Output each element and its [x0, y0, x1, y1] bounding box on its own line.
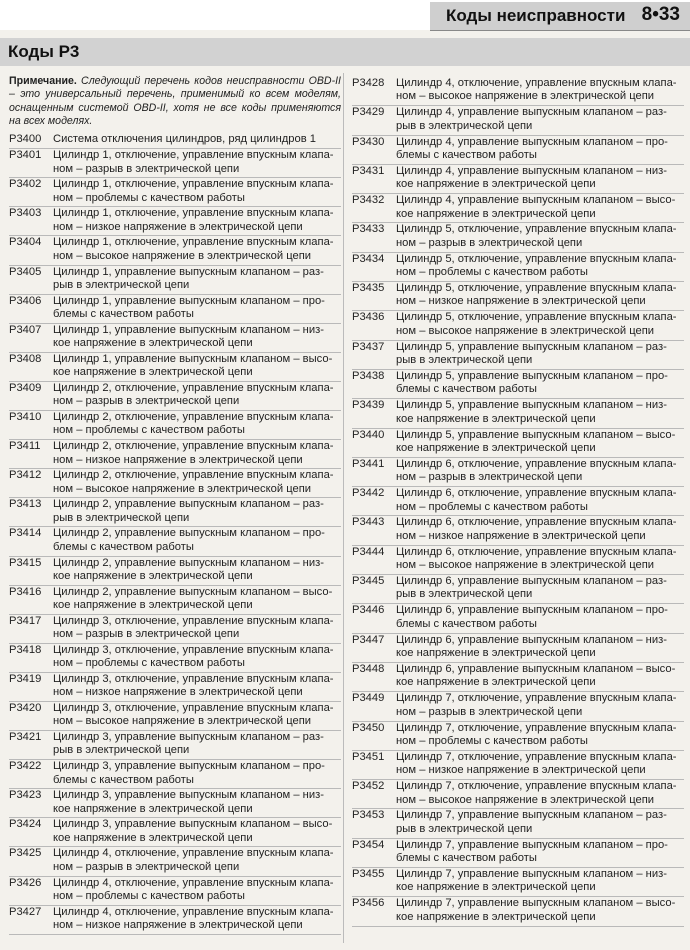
code-description [396, 399, 684, 426]
code-id: P3436 [352, 311, 385, 324]
code-id: P3407 [9, 323, 42, 336]
description-line-1: Цилиндр 5, отключение, управление впускным клапа- [396, 311, 677, 324]
code-row [9, 178, 341, 207]
code-description [53, 207, 341, 234]
code-row [352, 634, 684, 663]
description-line-1: Цилиндр 4, управление выпускным клапаном – низ- [396, 164, 667, 177]
code-row [352, 77, 684, 106]
code-id: P3428 [352, 77, 385, 89]
code-id: P3449 [352, 692, 385, 705]
code-row [352, 399, 684, 428]
code-row [352, 604, 684, 633]
code-id: P3456 [352, 897, 385, 910]
description-line-1: Цилиндр 1, управление выпускным клапаном – высо- [53, 352, 333, 365]
code-id: P3447 [352, 633, 385, 646]
code-id: P3402 [9, 178, 42, 191]
code-description [53, 149, 341, 176]
code-row [9, 236, 341, 265]
description-line-1: Цилиндр 1, управление выпускным клапаном – низ- [53, 323, 324, 336]
code-id: P3406 [9, 294, 42, 307]
code-row [352, 575, 684, 604]
code-id: P3438 [352, 369, 385, 382]
code-description [396, 780, 684, 807]
description-line-2: ном – низкое напряжение в электрической цепи [396, 764, 646, 777]
description-line-2: блемы с качеством работы [396, 383, 537, 396]
description-line-1: Цилиндр 2, управление выпускным клапаном – раз- [53, 498, 324, 511]
code-row [9, 906, 341, 935]
description-line-2: ном – разрыв в электрической цепи [53, 628, 240, 641]
description-line-2: рыв в электрической цепи [396, 119, 533, 132]
code-id: P3442 [352, 487, 385, 500]
code-description [53, 266, 341, 293]
code-id: P3415 [9, 556, 42, 569]
code-id: P3412 [9, 469, 42, 482]
code-id: P3452 [352, 780, 385, 793]
code-description [53, 557, 341, 584]
code-description [396, 839, 684, 866]
code-id: P3422 [9, 760, 42, 773]
code-id: P3417 [9, 614, 42, 627]
right-column [352, 77, 684, 927]
description-line-2: ном – высокое напряжение в электрической цепи [53, 715, 312, 728]
code-row [9, 877, 341, 906]
code-id: P3421 [9, 731, 42, 744]
description-line-2: блемы с качеством работы [53, 773, 194, 786]
description-line-2: ном – низкое напряжение в электрической цепи [53, 686, 303, 699]
description-line-1: Цилиндр 2, управление выпускным клапаном – про- [53, 527, 325, 540]
code-id: P3408 [9, 352, 42, 365]
code-description [396, 311, 684, 338]
code-id: P3419 [9, 672, 42, 685]
code-description [396, 897, 684, 924]
code-row [352, 429, 684, 458]
code-id: P3403 [9, 207, 42, 220]
code-row [9, 411, 341, 440]
description-line-2: ном – высокое напряжение в электрической цепи [396, 90, 655, 103]
description-line-2: ном – проблемы с качеством работы [53, 424, 245, 437]
description-line-1: Цилиндр 6, управление выпускным клапаном – раз- [396, 575, 667, 588]
page-number: 8•33 [641, 4, 680, 25]
description-line-1: Цилиндр 2, отключение, управление впускным клапа- [53, 469, 334, 482]
code-row [9, 586, 341, 615]
code-description [53, 178, 341, 205]
description-line-2: ном – низкое напряжение в электрической цепи [396, 295, 646, 308]
code-id: P3405 [9, 265, 42, 278]
code-row [9, 557, 341, 586]
code-row [352, 692, 684, 721]
code-description [396, 868, 684, 895]
header-title: Коды неисправности [446, 6, 626, 25]
code-list-left [9, 133, 341, 935]
description-line-2: ном – низкое напряжение в электрической цепи [53, 220, 303, 233]
code-row [9, 702, 341, 731]
description-line-2: ном – высокое напряжение в электрической цепи [396, 793, 655, 806]
code-id: P3420 [9, 701, 42, 714]
description-line-2: рыв в электрической цепи [396, 588, 533, 601]
code-row [9, 295, 341, 324]
code-row [9, 353, 341, 382]
description-line-2: ном – разрыв в электрической цепи [396, 705, 583, 718]
code-description [53, 353, 341, 380]
code-row [9, 382, 341, 411]
code-id: P3446 [352, 604, 385, 617]
code-row [352, 868, 684, 897]
description-line-1: Цилиндр 5, отключение, управление впускным клапа- [396, 252, 677, 265]
code-id: P3400 [9, 133, 42, 146]
code-id: P3434 [352, 252, 385, 265]
code-id: P3433 [352, 223, 385, 236]
code-row [352, 136, 684, 165]
code-description [53, 295, 341, 322]
description-line-2: кое напряжение в электрической цепи [396, 647, 596, 660]
code-id: P3455 [352, 868, 385, 881]
code-row [9, 149, 341, 178]
code-description [53, 236, 341, 263]
code-description [53, 877, 341, 904]
code-id: P3427 [9, 905, 42, 918]
description-line-2: ном – низкое напряжение в электрической цепи [53, 453, 303, 466]
description-line-1: Цилиндр 4, отключение, управление впускным клапа- [53, 905, 334, 918]
description-line-2: кое напряжение в электрической цепи [396, 676, 596, 689]
description-line-1: Цилиндр 5, управление выпускным клапаном – низ- [396, 399, 667, 412]
code-row [352, 897, 684, 926]
description-line-1: Цилиндр 4, отключение, управление впускным клапа- [53, 876, 334, 889]
code-id: P3432 [352, 194, 385, 207]
description-line-2: блемы с качеством работы [396, 852, 537, 865]
code-description [53, 731, 341, 758]
code-description [396, 546, 684, 573]
description-line-1: Цилиндр 4, управление выпускным клапаном – раз- [396, 106, 667, 119]
description-line-2: ном – разрыв в электрической цепи [396, 471, 583, 484]
code-row [9, 673, 341, 702]
code-id: P3445 [352, 575, 385, 588]
description-line-1: Цилиндр 7, отключение, управление впускным клапа- [396, 692, 677, 705]
code-row [352, 223, 684, 252]
code-id: P3454 [352, 838, 385, 851]
description-line-1: Цилиндр 1, отключение, управление впускным клапа- [53, 178, 334, 191]
description-line-2: блемы с качеством работы [396, 149, 537, 161]
description-line-1: Цилиндр 7, управление выпускным клапаном – высо- [396, 897, 676, 910]
code-id: P3423 [9, 789, 42, 802]
description-line-2: кое напряжение в электрической цепи [53, 366, 253, 379]
description-line-1: Цилиндр 3, отключение, управление впускным клапа- [53, 614, 334, 627]
description-line-2: кое напряжение в электрической цепи [396, 207, 596, 220]
code-id: P3416 [9, 585, 42, 598]
code-id: P3425 [9, 847, 42, 860]
code-row [352, 253, 684, 282]
code-row [9, 847, 341, 876]
note-label: Примечание. [9, 75, 77, 87]
description-line-2: рыв в электрической цепи [53, 278, 190, 291]
description-line-2: кое напряжение в электрической цепи [53, 831, 253, 844]
description-line-1: Цилиндр 4, управление выпускным клапаном – про- [396, 135, 668, 148]
section-title: Коды Р3 [8, 42, 80, 61]
code-id: P3424 [9, 818, 42, 831]
code-row [352, 311, 684, 340]
code-description [53, 133, 341, 146]
code-id: P3437 [352, 340, 385, 353]
code-id: P3443 [352, 516, 385, 529]
code-description [396, 282, 684, 309]
code-description [53, 818, 341, 845]
code-row [9, 615, 341, 644]
description-line-1: Цилиндр 2, отключение, управление впускным клапа- [53, 411, 334, 424]
code-description [396, 136, 684, 163]
code-row [352, 282, 684, 311]
description-line-1: Цилиндр 1, отключение, управление впускным клапа- [53, 207, 334, 220]
description-line-1: Цилиндр 7, отключение, управление впускным клапа- [396, 750, 677, 763]
description-line-1: Цилиндр 2, отключение, управление впускным клапа- [53, 381, 334, 394]
description-line-2: блемы с качеством работы [53, 540, 194, 553]
code-description [396, 575, 684, 602]
code-id: P3409 [9, 381, 42, 394]
code-row [9, 789, 341, 818]
code-description [396, 253, 684, 280]
description-line-2: ном – низкое напряжение в электрической цепи [53, 919, 303, 932]
description-line-2: рыв в электрической цепи [396, 354, 533, 367]
code-row [352, 165, 684, 194]
description-line-1: Цилиндр 6, отключение, управление впускным клапа- [396, 516, 677, 529]
code-row [9, 207, 341, 236]
code-row [9, 440, 341, 469]
code-description [53, 324, 341, 351]
code-id: P3414 [9, 527, 42, 540]
description-line-2: ном – высокое напряжение в электрической цепи [53, 482, 312, 495]
description-line-1: Цилиндр 7, управление выпускным клапаном – про- [396, 838, 668, 851]
code-id: P3429 [352, 106, 385, 119]
description-line-1: Цилиндр 6, отключение, управление впускным клапа- [396, 545, 677, 558]
description-line-2: блемы с качеством работы [53, 308, 194, 321]
code-row [352, 106, 684, 135]
code-list-right [352, 77, 684, 927]
section-header [0, 38, 690, 66]
description-line-1: Цилиндр 1, отключение, управление впускным клапа- [53, 236, 334, 249]
description-line-2: ном – проблемы с качеством работы [396, 266, 588, 279]
code-row [352, 546, 684, 575]
description-line-1: Цилиндр 1, отключение, управление впускным клапа- [53, 149, 334, 162]
description-line-2: ном – проблемы с качеством работы [396, 500, 588, 513]
description-line-2: ном – высокое напряжение в электрической цепи [53, 249, 312, 262]
description-line-1: Цилиндр 6, управление выпускным клапаном – низ- [396, 633, 667, 646]
code-description [396, 429, 684, 456]
code-description [396, 106, 684, 133]
description-line-2: рыв в электрической цепи [396, 822, 533, 835]
code-id: P3444 [352, 545, 385, 558]
description-line-1: Цилиндр 5, управление выпускным клапаном – высо- [396, 428, 676, 441]
code-description [396, 458, 684, 485]
code-description [396, 722, 684, 749]
code-id: P3441 [352, 457, 385, 470]
column-divider [343, 73, 344, 943]
code-id: P3431 [352, 164, 385, 177]
note-paragraph [9, 75, 341, 128]
code-id: P3439 [352, 399, 385, 412]
page-header [430, 2, 690, 31]
description-line-1: Цилиндр 7, отключение, управление впускным клапа- [396, 721, 677, 734]
description-line-1: Цилиндр 3, управление выпускным клапаном – низ- [53, 789, 324, 802]
code-id: P3448 [352, 662, 385, 675]
description-line-2: ном – высокое напряжение в электрической цепи [396, 559, 655, 572]
code-description [396, 77, 684, 104]
description-line-1: Цилиндр 3, управление выпускным клапаном – высо- [53, 818, 333, 831]
description-line-1: Цилиндр 6, управление выпускным клапаном – высо- [396, 662, 676, 675]
code-description [53, 702, 341, 729]
description-line-2: кое напряжение в электрической цепи [396, 910, 596, 923]
code-id: P3404 [9, 236, 42, 249]
code-description [396, 604, 684, 631]
description-line-1: Цилиндр 1, управление выпускным клапаном – раз- [53, 265, 324, 278]
description-line-2: кое напряжение в электрической цепи [396, 412, 596, 425]
description-line-2: кое напряжение в электрической цепи [396, 178, 596, 191]
code-row [9, 133, 341, 149]
description-line-1: Цилиндр 5, отключение, управление впускным клапа- [396, 282, 677, 295]
code-description [53, 847, 341, 874]
description-line-1: Цилиндр 4, отключение, управление впускным клапа- [396, 77, 677, 89]
description-line-1: Цилиндр 4, управление выпускным клапаном – высо- [396, 194, 676, 207]
code-row [9, 818, 341, 847]
description-line-2: блемы с качеством работы [396, 617, 537, 630]
code-description [53, 469, 341, 496]
code-description [53, 644, 341, 671]
description-line-2: кое напряжение в электрической цепи [396, 881, 596, 894]
code-row [9, 324, 341, 353]
code-row [352, 194, 684, 223]
left-column [9, 75, 341, 935]
code-description [396, 634, 684, 661]
description-line-1: Цилиндр 4, отключение, управление впускным клапа- [53, 847, 334, 860]
description-line-1: Цилиндр 7, управление выпускным клапаном – низ- [396, 868, 667, 881]
code-description [396, 692, 684, 719]
code-id: P3451 [352, 750, 385, 763]
code-row [352, 458, 684, 487]
code-description [53, 498, 341, 525]
code-description [53, 673, 341, 700]
description-line-2: ном – высокое напряжение в электрической цепи [396, 324, 655, 337]
code-description [396, 194, 684, 221]
code-row [352, 516, 684, 545]
code-row [9, 760, 341, 789]
description-line-2: ном – проблемы с качеством работы [396, 734, 588, 747]
description-line-2: рыв в электрической цепи [53, 511, 190, 524]
code-id: P3413 [9, 498, 42, 511]
code-id: P3410 [9, 411, 42, 424]
description-line-2: ном – проблемы с качеством работы [53, 191, 245, 204]
code-row [352, 370, 684, 399]
description-line-2: кое напряжение в электрической цепи [53, 802, 253, 815]
code-id: P3453 [352, 809, 385, 822]
code-row [352, 722, 684, 751]
code-description [396, 809, 684, 836]
code-description [53, 440, 341, 467]
code-id: P3430 [352, 135, 385, 148]
description-line-1: Цилиндр 3, отключение, управление впускным клапа- [53, 672, 334, 685]
description-line-2: ном – разрыв в электрической цепи [53, 395, 240, 408]
code-description [53, 411, 341, 438]
code-description [396, 223, 684, 250]
code-id: P3418 [9, 643, 42, 656]
code-row [352, 751, 684, 780]
description-line-2: ном – разрыв в электрической цепи [53, 162, 240, 175]
description-line-1: Цилиндр 6, отключение, управление впускным клапа- [396, 487, 677, 500]
description-line-2: кое напряжение в электрической цепи [53, 337, 253, 350]
description-line-2: ном – низкое напряжение в электрической цепи [396, 529, 646, 542]
code-description [53, 586, 341, 613]
code-row [9, 498, 341, 527]
description-line-1: Цилиндр 2, управление выпускным клапаном – высо- [53, 585, 333, 598]
description-line-2: кое напряжение в электрической цепи [53, 599, 253, 611]
code-description [396, 165, 684, 192]
code-id: P3440 [352, 428, 385, 441]
description-line-1: Цилиндр 1, управление выпускным клапаном – про- [53, 294, 325, 307]
code-id: P3401 [9, 149, 42, 162]
description-line-1: Цилиндр 7, управление выпускным клапаном – раз- [396, 809, 667, 822]
description-line-2: ном – разрыв в электрической цепи [53, 860, 240, 873]
code-row [9, 527, 341, 556]
code-description [396, 663, 684, 690]
code-row [9, 266, 341, 295]
code-row [352, 780, 684, 809]
description-line-2: ном – проблемы с качеством работы [53, 657, 245, 670]
description-line-1: Цилиндр 6, отключение, управление впускным клапа- [396, 457, 677, 470]
code-row [9, 731, 341, 760]
code-description [53, 906, 341, 933]
description-line-2: кое напряжение в электрической цепи [53, 569, 253, 582]
code-description [53, 760, 341, 787]
code-row [352, 663, 684, 692]
description-line-1: Цилиндр 5, управление выпускным клапаном – про- [396, 369, 668, 382]
description-line-1: Цилиндр 3, отключение, управление впускным клапа- [53, 643, 334, 656]
description-line-1: Цилиндр 2, управление выпускным клапаном – низ- [53, 556, 324, 569]
code-row [9, 644, 341, 673]
description-line-2: ном – разрыв в электрической цепи [396, 236, 583, 249]
code-description [53, 382, 341, 409]
code-description [53, 527, 341, 554]
description-line-2: кое напряжение в электрической цепи [396, 441, 596, 454]
description-line-1: Цилиндр 3, управление выпускным клапаном – про- [53, 760, 325, 773]
description-line-1: Цилиндр 7, отключение, управление впускным клапа- [396, 780, 677, 793]
description-line-1: Цилиндр 6, управление выпускным клапаном – про- [396, 604, 668, 617]
code-description [396, 751, 684, 778]
code-description [53, 789, 341, 816]
description-line-1: Цилиндр 3, управление выпускным клапаном – раз- [53, 731, 324, 744]
code-description [396, 487, 684, 514]
description-line-1: Цилиндр 5, управление выпускным клапаном – раз- [396, 340, 667, 353]
code-description [396, 516, 684, 543]
code-description [396, 341, 684, 368]
description-line-1: Цилиндр 3, отключение, управление впускным клапа- [53, 701, 334, 714]
note-text: Следующий перечень кодов неисправности OBD-II – это универсальный перечень, применимый ко всем моделям, оснащенным системой OBD-II, хотя не все коды применяются на всех моделях. [9, 75, 341, 127]
description-line-1: Цилиндр 2, отключение, управление впускным клапа- [53, 440, 334, 453]
code-id: P3411 [9, 440, 41, 453]
code-id: P3450 [352, 721, 385, 734]
code-row [352, 839, 684, 868]
code-id: P3426 [9, 876, 42, 889]
description-line-1: Цилиндр 5, отключение, управление впускным клапа- [396, 223, 677, 236]
description-line-1: Система отключения цилиндров, ряд цилиндров 1 [53, 133, 316, 146]
code-row [352, 341, 684, 370]
code-row [352, 487, 684, 516]
description-line-2: ном – проблемы с качеством работы [53, 889, 245, 902]
code-id: P3435 [352, 282, 385, 295]
code-description [53, 615, 341, 642]
description-line-2: рыв в электрической цепи [53, 744, 190, 757]
code-row [9, 469, 341, 498]
code-row [352, 809, 684, 838]
code-description [396, 370, 684, 397]
